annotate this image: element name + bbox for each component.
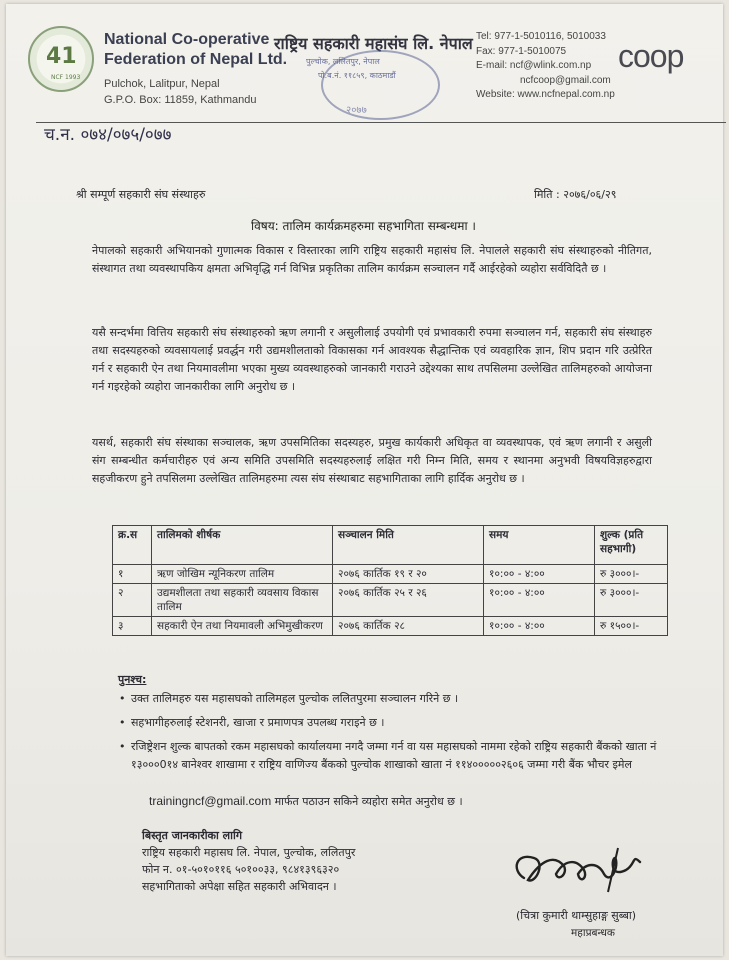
cell-date: २०७६ कार्तिक १९ र २०	[333, 565, 484, 584]
contact-website: Website: www.ncfnepal.com.np	[476, 89, 615, 101]
contact-email-2: ncfcoop@gmail.com	[520, 74, 611, 86]
contact-info	[476, 30, 615, 103]
org-name-line1: National Co-operative	[104, 31, 270, 48]
org-address	[104, 76, 256, 108]
logo-number: 41	[46, 44, 77, 69]
cell-date: २०७६ कार्तिक २५ र २६	[333, 584, 484, 617]
cell-date: २०७६ कार्तिक २८	[333, 617, 484, 636]
notes-heading: पुनश्च:	[118, 673, 147, 686]
cell-sn: २	[113, 584, 152, 617]
ncf-logo	[28, 26, 94, 92]
org-name-english	[104, 30, 287, 70]
paragraph-1: नेपालको सहकारी अभियानको गुणात्मक विकास र विस्तारका लागि राष्ट्रिय सहकारी महासंघ लि. नेपालले सहकारी संघ संस्थाहरुको नीतिगत, संस्थागत तथा व्यवस्थापकिय क्षमता अभिवृद्धि गर्न विभिन्न प्रकृतिका तालिम कार्यक्रम सञ्चालन गर्दै आईरहेको व्यहोरा सर्वविदितै छ ।	[92, 244, 652, 275]
table-row	[113, 617, 668, 636]
signature	[506, 840, 696, 900]
cell-fee: रु १५००।-	[595, 617, 668, 636]
contact-fax: Fax: 977-1-5010075	[476, 45, 567, 57]
signatory-name: (चित्रा कुमारी थाम्सुहाङ्ग सुब्बा)	[516, 909, 637, 922]
note-item	[119, 690, 676, 708]
recipient: श्री सम्पूर्ण सहकारी संघ संस्थाहरु	[76, 188, 206, 201]
note-text: सहभागीहरुलाई स्टेशनरी, खाजा र प्रमाणपत्र उपलब्ध गराइने छ ।	[131, 716, 385, 729]
bullet-icon: •	[119, 692, 126, 705]
cell-time: १०:०० - ४:००	[484, 617, 595, 636]
cell-sn: १	[113, 565, 152, 584]
letter-page	[6, 4, 723, 956]
seal-text-1: पुल्चोक, ललितपुर, नेपाल	[306, 57, 380, 66]
training-email: trainingncf@gmail.com	[149, 794, 272, 808]
footer-phone: फोन न. ०१-५०१०११६ ५०१००३३, ९८४१३९६३२०	[142, 863, 340, 876]
signatory-title: महाप्रबन्धक	[571, 927, 615, 939]
paragraph-3: यसर्थ, सहकारी संघ संस्थाका सञ्चालक, ऋण उपसमितिका सदस्यहरु, प्रमुख कार्यकारी अधिकृत वा व्यवस्थापक, एवं ऋण लगानी र असुली संग सम्बन्धीत कर्मचारीहरु एवं अन्य समिति उपसमिति सदस्यहरुलाई लक्षित गरी निम्न मिति, समय र स्थानमा अनुभवी विषयविज्ञहरुद्वारा सहजीकरण हुने तपसिलमा उल्लेखित तालिमहरुमा त्यस संघ संस्थाबाट सहभागिताका लागि हार्दिक अनुरोध छ ।	[92, 436, 652, 485]
note-item	[119, 714, 676, 732]
cell-title: ऋण जोखिम न्यूनिकरण तालिम	[152, 565, 333, 584]
cell-time: १०:०० - ४:००	[484, 584, 595, 617]
org-name-line2: Federation of Nepal Ltd.	[104, 51, 288, 68]
table-row	[113, 584, 668, 617]
note-text: उक्त तालिमहरु यस महासघको तालिमहल पुल्चोक ललितपुरमा सञ्चालन गरिने छ ।	[131, 692, 459, 705]
paragraph-2: यसै सन्दर्भमा वित्तिय सहकारी संघ संस्थाहरुको ऋण लगानी र असुलीलाई उपयोगी एवं प्रभावकारी रुपमा सञ्चालन गर्न, सहकारी संघ संस्थाहरु तथा सदस्यहरुको व्यवसायलाई प्रवर्द्धन गरी उद्यमशीलताको विकासका गर्न आवश्यक सैद्धान्तिक एवं व्यवहारिक ज्ञान, शिप प्रदान गरि उत्प्रेरित गर्न र सहकारी ऐन तथा नियमावलीमा भएका मुख्य व्यवस्थाहरुको जानकारी गराउने उद्देश्यका साथ तपसिलमा उल्लेखित तालिमहरुको आयोजना गर्न गइरहेको व्यहोरा जानकारीका लागि अनुरोध छ ।	[92, 326, 652, 393]
email-line-text: मार्फत पठाउन सकिने व्यहोरा समेत अनुरोध छ ।	[274, 795, 463, 808]
address-line1: Pulchok, Lalitpur, Nepal	[104, 78, 220, 90]
org-name-nepali: राष्ट्रिय सहकारी महासंघ लि. नेपाल	[274, 34, 473, 53]
bullet-icon: •	[119, 716, 126, 729]
table-header-row	[113, 526, 668, 565]
email-line	[149, 794, 463, 809]
subject-line: विषय: तालिम कार्यक्रमहरुमा सहभागिता सम्बन्धमा ।	[251, 219, 476, 233]
header-fee: शुल्क (प्रति सहभागी)	[595, 526, 668, 565]
coop-logo: coop	[618, 38, 684, 74]
address-line2: G.P.O. Box: 11859, Kathmandu	[104, 94, 257, 106]
note-text: रजिष्ट्रेशन शुल्क बापतको रकम महासघको कार्यालयमा नगदै जम्मा गर्न वा यस महासघको नाममा रहेको राष्ट्रिय सहकारी बैंकको खाता नं १३०००0१४ बानेश्वर शाखामा र राष्ट्रिय वाणिज्य बैंकको पुल्चोक शाखाको खाता नं ११४०००००२६०६ जम्मा गरी बैंक भौचर इमेल	[131, 740, 657, 771]
header-date: सञ्चालन मिति	[333, 526, 484, 565]
cell-title: सहकारी ऐन तथा नियमावली अभिमुखीकरण	[152, 617, 333, 636]
footer-heading: बिस्तृत जानकारीका लागि	[142, 829, 243, 842]
cell-title: उद्यमशीलता तथा सहकारी व्यवसाय विकास तालिम	[152, 584, 333, 617]
note-item	[119, 738, 676, 774]
footer-line: राष्ट्रिय सहकारी महासघ लि. नेपाल, पुल्चोक, ललितपुर	[142, 846, 356, 859]
header-time: समय	[484, 526, 595, 565]
contact-tel: Tel: 977-1-5010116, 5010033	[476, 31, 606, 42]
header-title: तालिमको शीर्षक	[152, 526, 333, 565]
logo-caption: NCF 1993	[51, 74, 81, 81]
seal-text-2: पो.ब.नं. ११८५९, काठमाडौं	[318, 71, 396, 80]
footer-contact	[142, 827, 355, 895]
letter-date: मिति : २०७६/०६/२९	[534, 188, 617, 201]
training-table	[112, 525, 668, 636]
table-row	[113, 565, 668, 584]
cell-fee: रु ३०००।-	[595, 565, 668, 584]
contact-email: E-mail: ncf@wlink.com.np	[476, 60, 592, 72]
cell-sn: ३	[113, 617, 152, 636]
reference-number: च.न. ०७४/०७५/०७७	[44, 125, 172, 145]
footer-greeting: सहभागिताको अपेक्षा सहित सहकारी अभिवादन ।	[142, 880, 337, 893]
header-sn: क्र.स	[113, 526, 152, 565]
bullet-icon: •	[119, 740, 126, 753]
cell-fee: रु ३०००।-	[595, 584, 668, 617]
cell-time: १०:०० - ४:००	[484, 565, 595, 584]
seal-text-3: २०७७	[346, 105, 367, 116]
